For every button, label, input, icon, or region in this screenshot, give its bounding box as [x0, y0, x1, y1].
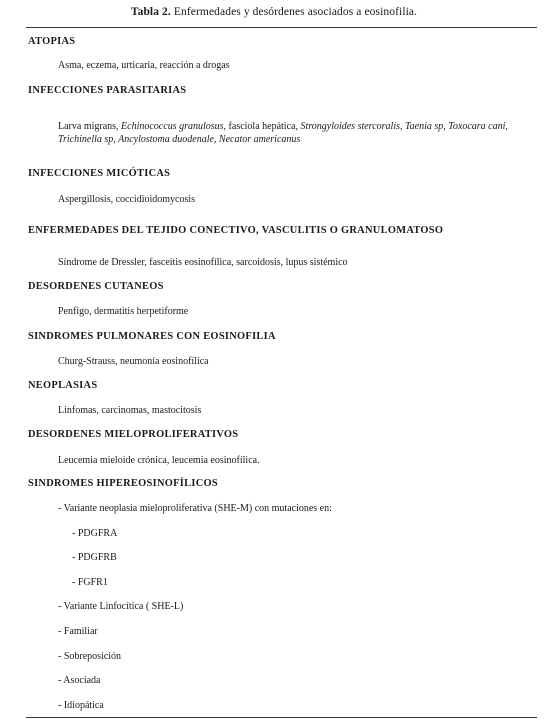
list-item-sobreposicion: - Sobreposición — [58, 651, 122, 662]
table-title — [0, 6, 548, 18]
heading-hipereosinofilicos: SINDROMES HIPEREOSINOFÍLICOS — [28, 478, 218, 489]
text-cutaneos: Penfigo, dermatitis herpetiforme — [58, 306, 189, 317]
list-item-pdgfrb: - PDGFRB — [72, 552, 117, 563]
bottom-rule — [26, 717, 537, 718]
text-micoticas: Aspergillosis, coccidioidomycosis — [58, 194, 196, 205]
parasitarias-part-2: Echinococcus granulosus, — [121, 121, 227, 132]
text-atopias: Asma, eczema, urticaria, reacción a drogas — [58, 60, 230, 71]
list-item-variante-m: - Variante neoplasia mieloproliferativa (SHE-M) con mutaciones en: — [58, 503, 332, 514]
table-label: Tabla 2. — [130, 6, 171, 18]
heading-micoticas: INFECCIONES MICÓTICAS — [28, 168, 171, 179]
parasitarias-part-4: Strongyloides stercoralis, Taenia sp, Toxocara cani, Trichinella sp, Ancylostoma duodenale, Necator americanus — [58, 121, 508, 145]
heading-neoplasias: NEOPLASIAS — [28, 380, 98, 391]
list-item-familiar: - Familiar — [58, 626, 98, 637]
heading-cutaneos: DESORDENES CUTANEOS — [28, 281, 164, 292]
list-item-variante-l: - Variante Linfocítica ( SHE-L) — [58, 601, 184, 612]
list-item-asociada: - Asociada — [58, 675, 101, 686]
list-item-pdgfra: - PDGFRA — [72, 528, 118, 539]
heading-atopias: ATOPIAS — [28, 36, 76, 47]
parasitarias-part-3: fasciola hepática, — [226, 121, 301, 132]
heading-pulmonares: SINDROMES PULMONARES CON EOSINOFILIA — [28, 331, 276, 342]
heading-mieloproliferativos: DESORDENES MIELOPROLIFERATIVOS — [28, 429, 239, 440]
heading-tejido: ENFERMEDADES DEL TEJIDO CONECTIVO, VASCULITIS O GRANULOMATOSO — [28, 225, 444, 236]
text-tejido: Síndrome de Dressler, fasceítis eosinofílica, sarcoidosis, lupus sistémico — [58, 257, 348, 268]
text-pulmonares: Churg-Strauss, neumonía eosinofílica — [58, 356, 209, 367]
heading-parasitarias: INFECCIONES PARASITARIAS — [28, 85, 187, 96]
list-item-idiopatica: - Idiopática — [58, 700, 104, 711]
list-item-fgfr1: - FGFR1 — [72, 577, 108, 588]
text-neoplasias: Linfomas, carcinomas, mastocitosis — [58, 405, 202, 416]
text-mieloproliferativos: Leucemia mieloide crónica, leucemia eosinofílica. — [58, 455, 260, 466]
top-rule — [26, 27, 537, 28]
table-caption: Enfermedades y desórdenes asociados a eosinofilia. — [173, 6, 418, 18]
parasitarias-part-1: Larva migrans, — [58, 121, 122, 132]
text-parasitarias — [58, 120, 534, 146]
